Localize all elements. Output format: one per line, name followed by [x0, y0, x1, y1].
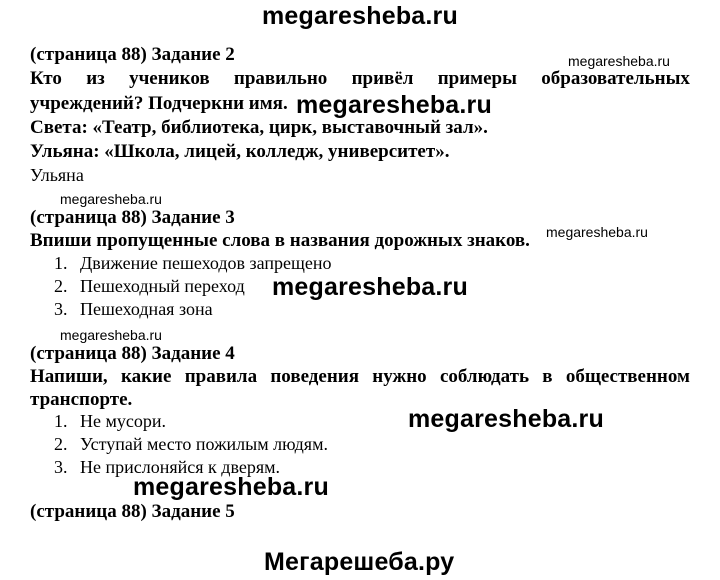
list-item-text: Не мусори.	[80, 411, 167, 431]
word: учеников	[129, 68, 210, 89]
list-item-text: Уступай место пожилым людям.	[80, 434, 328, 454]
task2-heading: (страница 88) Задание 2	[30, 44, 235, 65]
list-item: 1. Не мусори.	[54, 411, 167, 431]
list-item-text: Не прислоняйся к дверям.	[80, 457, 280, 477]
watermark-top: megaresheba.ru	[262, 2, 458, 30]
task3-question: Впиши пропущенные слова в названия дорожных знаков.	[30, 230, 530, 251]
word: из	[86, 68, 105, 89]
watermark-footer: Мегарешеба.ру	[264, 548, 455, 576]
word: Кто	[30, 68, 62, 89]
task4-list	[54, 410, 328, 479]
watermark-inline-1: megaresheba.ru	[296, 91, 492, 119]
watermark-inline-4: megaresheba.ru	[133, 473, 329, 501]
task4-heading: (страница 88) Задание 4	[30, 343, 235, 364]
task5-heading: (страница 88) Задание 5	[30, 501, 235, 522]
list-item: 2. Пешеходный переход	[54, 276, 245, 296]
word: нужно	[372, 366, 427, 387]
task2-sveta: Света: «Театр, библиотека, цирк, выставочный зал».	[30, 117, 488, 138]
word: соблюдать	[439, 366, 530, 387]
task3-heading: (страница 88) Задание 3	[30, 207, 235, 228]
watermark-inline-3: megaresheba.ru	[408, 405, 604, 433]
list-item: 3. Не прислоняйся к дверям.	[54, 457, 280, 477]
word: общественном	[565, 366, 690, 387]
watermark-inline-2: megaresheba.ru	[272, 273, 468, 301]
word: в	[542, 366, 553, 387]
task2-ulyana: Ульяна: «Школа, лицей, колледж, университет».	[30, 141, 450, 162]
task4-question-line2: транспорте.	[30, 389, 133, 410]
list-item: 2. Уступай место пожилым людям.	[54, 434, 328, 454]
list-item-text: Пешеходная зона	[80, 299, 213, 319]
watermark-small-1: megaresheba.ru	[568, 53, 670, 69]
watermark-small-2: megaresheba.ru	[60, 191, 162, 207]
word: образовательных	[541, 68, 690, 89]
word: правила	[184, 366, 258, 387]
word: примеры	[437, 68, 517, 89]
list-item: 3. Пешеходная зона	[54, 299, 213, 319]
list-item: 1. Движение пешеходов запрещено	[54, 253, 332, 273]
list-item-text: Пешеходный переход	[80, 276, 245, 296]
word: Напиши,	[30, 366, 108, 387]
word: поведения	[270, 366, 359, 387]
word: какие	[120, 366, 172, 387]
task4-question-line1	[30, 366, 690, 388]
task2-answer: Ульяна	[30, 165, 84, 185]
task2-question-line1	[30, 68, 690, 90]
list-item-text: Движение пешеходов запрещено	[80, 253, 332, 273]
word: привёл	[351, 68, 414, 89]
watermark-small-3: megaresheba.ru	[546, 224, 648, 240]
task2-question-line2: учреждений? Подчеркни имя.	[30, 93, 288, 114]
word: правильно	[233, 68, 328, 89]
watermark-small-4: megaresheba.ru	[60, 327, 162, 343]
